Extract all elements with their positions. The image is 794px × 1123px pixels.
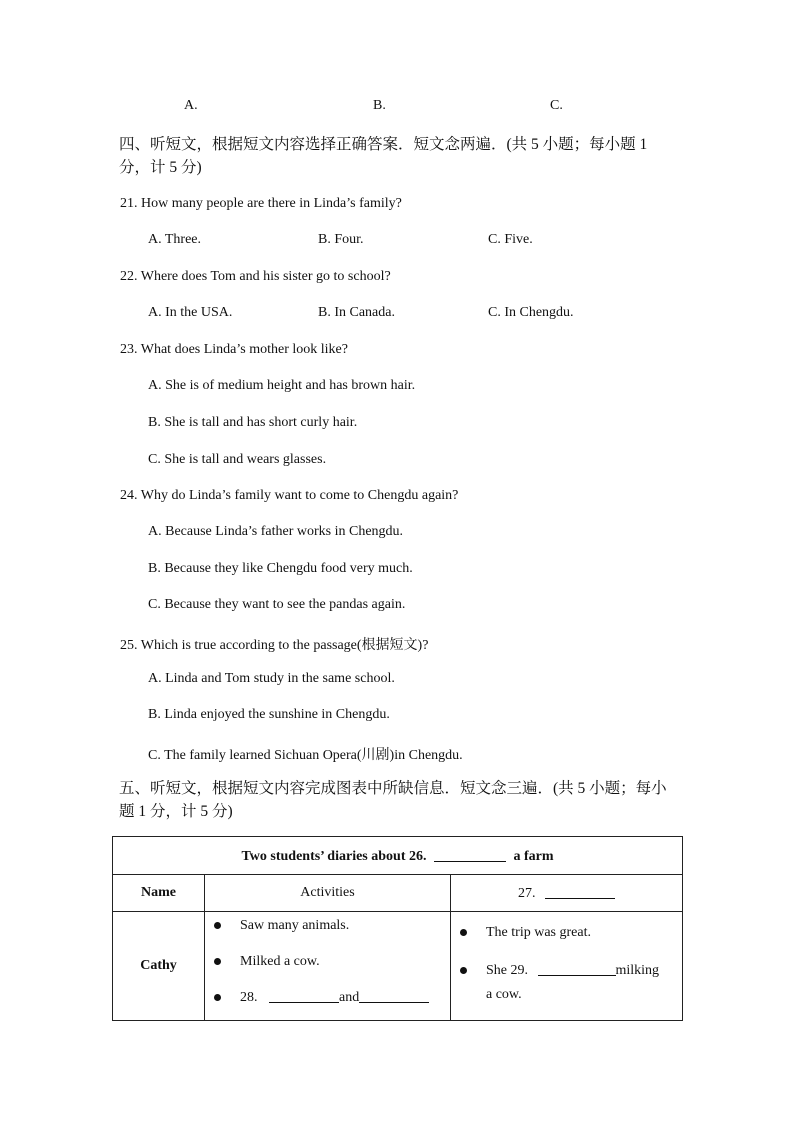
q25-option-b: B. Linda enjoyed the sunshine in Chengdu. [148, 707, 390, 722]
q23-option-c: C. She is tall and wears glasses. [148, 452, 327, 467]
q21-option-c: C. Five. [488, 232, 533, 247]
label-27: 27. [518, 886, 536, 901]
picture-option-a: A. [184, 98, 198, 113]
blank-26[interactable] [434, 847, 506, 862]
header-27 [451, 875, 683, 912]
bullet-icon [214, 922, 221, 929]
a-cow-text: a cow. [486, 987, 522, 1002]
q22-option-b: B. In Canada. [318, 305, 395, 320]
bullet-icon [214, 958, 221, 965]
activity-item [205, 916, 450, 952]
activity-text: Milked a cow. [240, 954, 320, 969]
question-24: 24. Why do Linda’s family want to come to Chengdu again? [120, 488, 459, 503]
q23-option-b: B. She is tall and has short curly hair. [148, 415, 358, 430]
q25-option-a: A. Linda and Tom study in the same school. [148, 671, 395, 686]
label-29: She 29. [486, 963, 528, 978]
feeling-item-29 [451, 959, 682, 1007]
blank-29[interactable] [538, 961, 616, 976]
q24-option-c: C. Because they want to see the pandas again. [148, 597, 406, 612]
cathy-activities-cell [205, 912, 451, 1021]
label-28: 28. [240, 990, 258, 1005]
q23-option-a: A. She is of medium height and has brown hair. [148, 378, 416, 393]
activity-text: Saw many animals. [240, 918, 350, 933]
section-4-heading: 四、听短文，根据短文内容选择正确答案．短文念两遍．(共 5 小题；每小题 1 分，计 5 分) [119, 136, 648, 176]
feeling-item [451, 923, 682, 959]
question-22: 22. Where does Tom and his sister go to school? [120, 269, 391, 284]
chart-title-suffix: a farm [513, 848, 554, 864]
diary-chart-table [112, 836, 683, 1021]
question-25: 25. Which is true according to the passage(根据短文)? [120, 638, 429, 653]
header-name: Name [113, 875, 205, 912]
row-name-cathy: Cathy [113, 912, 205, 1021]
and-text: and [339, 990, 360, 1005]
q21-option-b: B. Four. [318, 232, 364, 247]
picture-option-c: C. [550, 98, 563, 113]
q24-option-b: B. Because they like Chengdu food very much. [148, 561, 413, 576]
chart-title-prefix: Two students’ diaries about 26. [241, 848, 427, 864]
activity-item [205, 952, 450, 988]
question-23: 23. What does Linda’s mother look like? [120, 342, 348, 357]
bullet-icon [214, 994, 221, 1001]
milking-text: milking [615, 963, 660, 978]
blank-28a[interactable] [269, 988, 339, 1003]
feeling-text: The trip was great. [486, 925, 591, 940]
q22-option-a: A. In the USA. [148, 305, 233, 320]
q21-option-a: A. Three. [148, 232, 201, 247]
picture-option-b: B. [373, 98, 386, 113]
cathy-feelings-cell [451, 912, 683, 1021]
blank-28b[interactable] [359, 988, 429, 1003]
chart-title [113, 837, 683, 875]
header-activities: Activities [205, 875, 451, 912]
q25-option-c: C. The family learned Sichuan Opera(川剧)in Chengdu. [148, 748, 463, 763]
question-21: 21. How many people are there in Linda’s family? [120, 196, 402, 211]
activity-item-28 [205, 988, 450, 1016]
q22-option-c: C. In Chengdu. [488, 305, 574, 320]
bullet-icon [460, 929, 467, 936]
bullet-icon [460, 967, 467, 974]
section-5-heading: 五、听短文，根据短文内容完成图表中所缺信息．短文念三遍．(共 5 小题；每小题 1 分，计 5 分) [119, 780, 667, 820]
q24-option-a: A. Because Linda’s father works in Chengdu. [148, 524, 404, 539]
blank-27[interactable] [545, 884, 615, 899]
